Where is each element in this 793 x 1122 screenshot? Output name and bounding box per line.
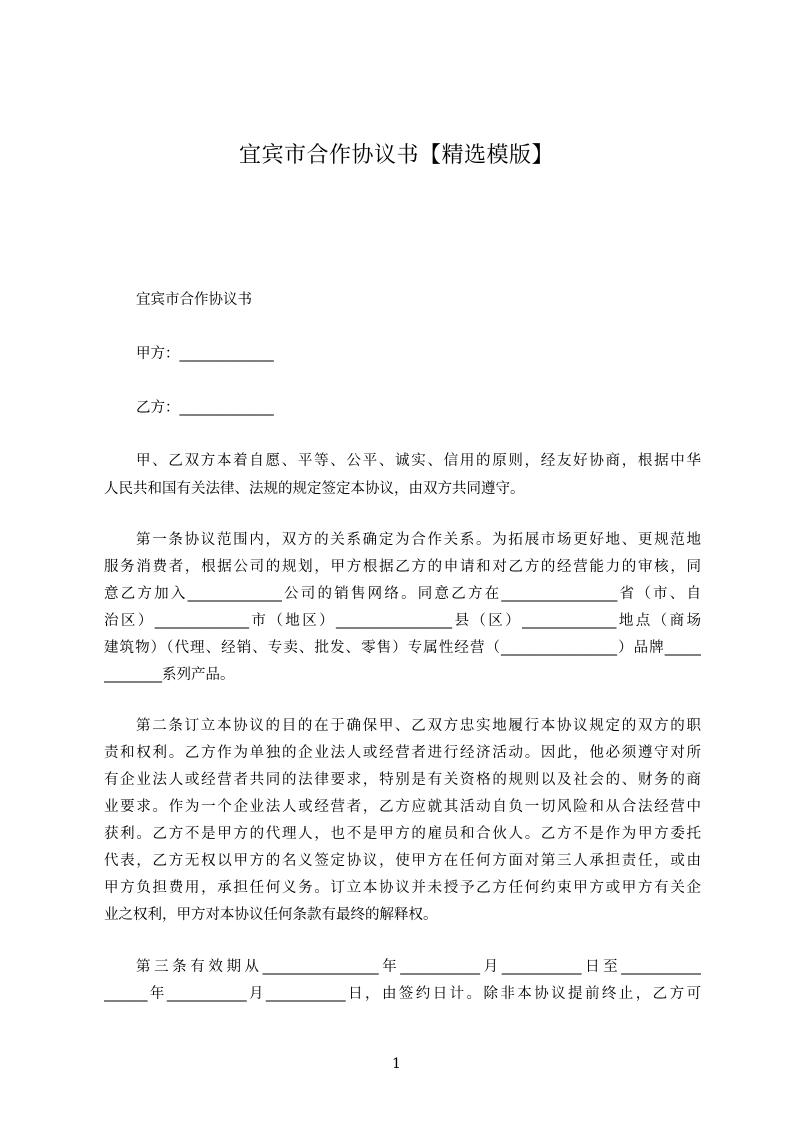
article1-line-5: 建筑物）（代理、经销、专卖、批发、零售）专属性经营（________________）品牌_____: [104, 640, 701, 656]
article2-line-5: 获利。乙方不是甲方的代理人，也不是甲方的雇员和合伙人。乙方不是作为甲方委托: [104, 826, 701, 842]
article2-line-7: 甲方负担费用，承担任何义务。订立本协议并未授予乙方任何约束甲方或甲方有关企: [104, 880, 701, 896]
article2-line-8: 业之权利，甲方对本协议任何条款有最终的解释权。: [104, 907, 438, 923]
article1-line-4: 治区）_____________市（地区）________________县（区）_____________地点（商场: [104, 613, 701, 629]
page-number: 1: [392, 1056, 401, 1072]
article1-line-2: 服务消费者，根据公司的规划，甲方根据乙方的申请和对乙方的经营能力的审核，同: [104, 559, 701, 575]
article2-line-2: 责和权利。乙方作为单独的企业法人或经营者进行经济活动。因此，他必须遵守对所: [104, 745, 701, 761]
preamble-line-1: 甲、乙双方本着自愿、平等、公平、诚实、信用的原则，经友好协商，根据中华: [136, 453, 701, 469]
article1-line-1: 第一条协议范围内，双方的关系确定为合作关系。为拓展市场更好地、更规范地: [136, 532, 701, 548]
agreement-heading: 宜宾市合作协议书: [136, 292, 252, 308]
article2-line-3: 有企业法人或经营者共同的法律要求，特别是有关资格的规则以及社会的、财务的商: [104, 772, 701, 788]
party-a-line: 甲方：_____________: [136, 346, 274, 362]
article1-line-3: 意乙方加入_____________公司的销售网络。同意乙方在________________省（市、自: [104, 586, 701, 602]
article3-line-2: ______年___________月___________日，由签约日计。除非本协议提前终止，乙方可: [104, 986, 701, 1002]
document-title: 宜宾市合作协议书【精选模版】: [238, 143, 554, 168]
article2-line-6: 代表，乙方无权以甲方的名义签定协议，使甲方在任何方面对第三人承担责任，或由: [104, 853, 701, 869]
article1-line-6: ________系列产品。: [104, 667, 235, 683]
party-b-line: 乙方：_____________: [136, 400, 274, 416]
article3-line-1: 第三条有效期从________________年___________月___________日至___________: [136, 959, 701, 975]
preamble-line-2: 人民共和国有关法律、法规的规定签定本协议，由双方共同遵守。: [104, 481, 525, 497]
article2-line-1: 第二条订立本协议的目的在于确保甲、乙双方忠实地履行本协议规定的双方的职: [136, 718, 701, 734]
article2-line-4: 业要求。作为一个企业法人或经营者，乙方应就其活动自负一切风险和从合法经营中: [104, 799, 701, 815]
